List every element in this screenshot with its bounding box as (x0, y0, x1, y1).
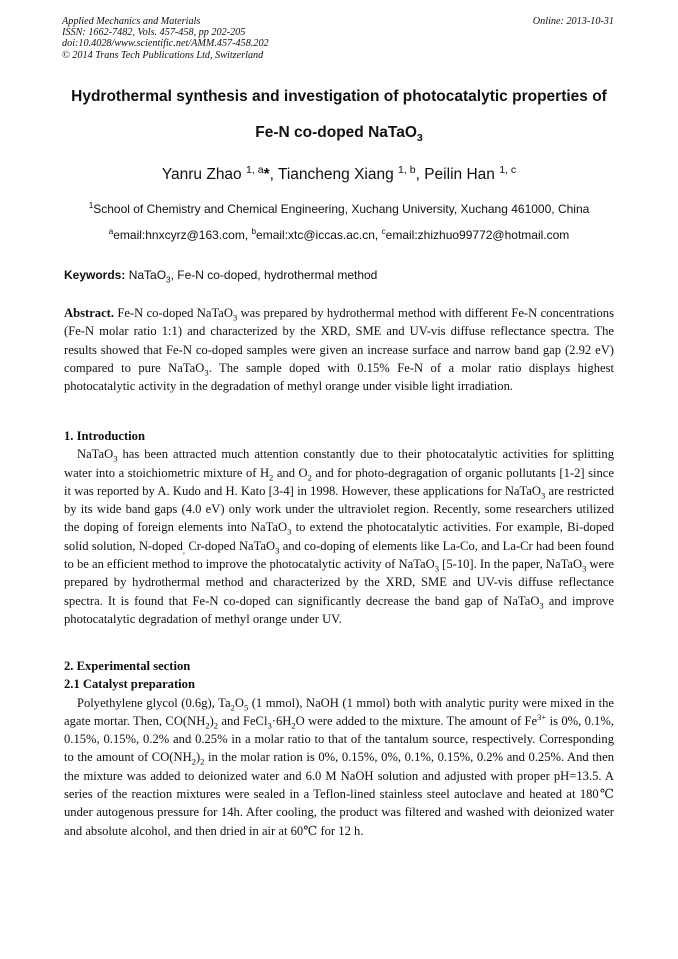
authors (40, 163, 638, 184)
introduction-section (64, 427, 614, 628)
keywords: Keywords: NaTaO$_3$, Fe-N co-doped, hydrothermal method (64, 268, 378, 285)
section-heading: 1. Introduction (64, 429, 145, 443)
keywords-label: Keywords: (64, 268, 129, 282)
paper-title-line1: Hydrothermal synthesis and investigation of photocatalytic properties of (71, 88, 607, 105)
abstract: Abstract. Fe-N co-doped NaTaO$_3$ was prepared by hydrothermal method with different Fe-N concentrations (Fe-N molar ratio 1:1) and characterized by the XRD, SME and UV-vis diffuse reflectance spectra. The results showed that Fe-N co-doped samples were given an increase surface and narrow band gap (2.92 eV) compared to pure NaTaO$_3$. The sample doped with 0.15% Fe-N of a molar ratio displays highest photocatalytic activity in the degradation of methyl orange under visible light irradiation. (64, 306, 614, 394)
subsection-heading: 2.1 Catalyst preparation (64, 677, 195, 692)
email-b: email:xtc@iccas.ac.cn, (256, 228, 382, 242)
paper-title-line2: Fe-N co-doped NaTaO$_3$ (255, 124, 423, 145)
experimental-section (64, 657, 614, 840)
section-heading: 2. Experimental section (64, 659, 191, 673)
corresponding-star: * (263, 166, 270, 183)
abstract-label: Abstract. (64, 306, 115, 320)
email-a: email:hnxcyrz@163.com, (113, 228, 252, 242)
author-name: Yanru Zhao (161, 166, 242, 183)
online-date: Online: 2013-10-31 (532, 16, 614, 27)
issn: ISSN: 1662-7482, Vols. 457-458, pp 202-205 (62, 27, 246, 39)
journal-header (62, 16, 269, 61)
author-affil-mark: 1, c (499, 163, 517, 176)
experimental-paragraph: Polyethylene glycol (0.6g), $Ta_2O_5$ (1 mmol), NaOH (1 mmol) both with analytic purity were mixed in the agate mortar. Then, $CO(NH_2)_2$ and $FeCl_3\cdot 6H_2O$ were added to the mixture. The amount of $Fe^{3+}$ is 0%, 0.1%, 0.15%, 0.15%, 0.2% and 0.25% in a molar ratio to that of the tantalum source, respectively. Corresponding to the amount of $CO(NH_2)_2$ in the molar ration is 0%, 0.15%, 0%, 0.1%, 0.15%, 0.2% and 0.25%. And then the mixture was added to deionized water and 6.0 M NaOH solution and adjusted with proper pH=13.5. A series of the reaction mixtures were sealed in a Teflon-lined stainless steel autoclave and heated at 180℃ under autogenous pressure for 14h. After cooling, the product was filtered and washed with deionized water and absolute alcohol, and then dried in air at 60℃ for 12 h. (64, 695, 614, 838)
author-emails: $^a$email:hnxcyrz@163.com, $^b$email:xtc@iccas.ac.cn, $^c$email:zhizhuo99772@hotmail.com (108, 227, 570, 242)
intro-paragraph: NaTaO$_3$ has been attracted much attention constantly due to their photocatalytic activities for splitting water into a stoichiometric mixture of $H_2$ and $O_2$ and for photo-degragation of organic pollutants [1-2] since it was reported by A. Kudo and H. Kato [3-4] in 1998. However, these applications for NaTaO$_3$ are restricted by its wide band gaps (4.0 eV) only work under the ultraviolet region. Recently, some researchers utilized the doping of foreign elements into NaTaO$_3$ to extend the photocatalytic activities. For example, Bi-doped solid solution, N-doped$_,$ Cr-doped NaTaO$_3$ and co-doping of elements like La-Co, and La-Cr had been found to be an efficient method to improve the photocatalytic activity of NaTaO$_3$ [5-10]. In the paper, NaTaO$_3$ were prepared by hydrothermal method and characterized by the XRD, SME and UV-vis diffuse reflectance spectra. It is found that Fe-N co-doped can significantly decrease the band gap of NaTaO$_3$ and improve photocatalytic degradation of methyl orange under UV. (64, 447, 615, 626)
copyright: © 2014 Trans Tech Publications Ltd, Switzerland (62, 49, 264, 61)
author-affil-mark: 1, a (246, 163, 264, 176)
affiliation: $^1$School of Chemistry and Chemical Engineering, Xuchang University, Xuchang 461000, China (88, 201, 590, 216)
email-c: email:zhizhuo99772@hotmail.com (385, 228, 570, 242)
doi: doi:10.4028/www.scientific.net/AMM.457-458.202 (62, 38, 269, 50)
journal-name: Applied Mechanics and Materials (62, 16, 201, 27)
author-name: , Tiancheng Xiang (269, 166, 394, 183)
author-affil-mark: 1, b (398, 163, 416, 176)
author-name: , Peilin Han (415, 166, 495, 183)
